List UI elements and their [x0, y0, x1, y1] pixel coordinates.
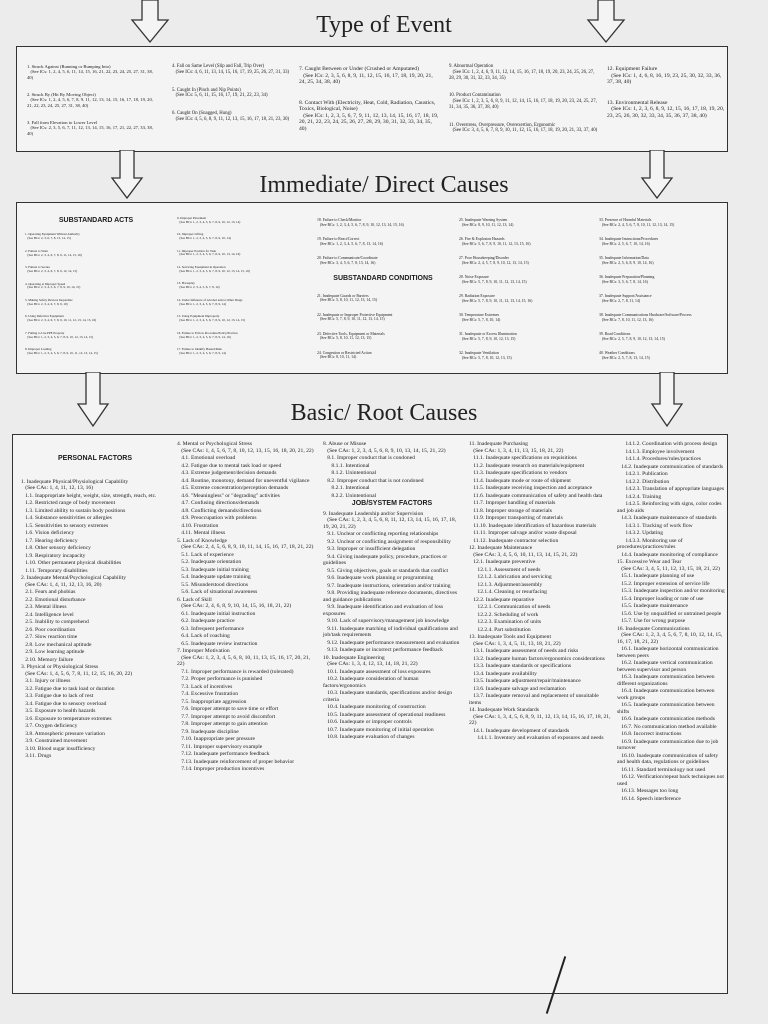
cause-item: 12. Servicing Equipment in Operation (See BCs: 1, 2, 3, 4, 5, 6, 7, 8, 9, 10, 12, 13, 14, 15, 16): [177, 265, 250, 273]
cause-item: 14.1. Inadequate development of standards: [469, 727, 570, 734]
cause-item: 4.2. Fatigue due to mental task load or speed: [177, 462, 282, 469]
cause-item: 14.2.2. Distribution: [617, 478, 670, 485]
cause-item: 1.7. Hearing deficiency: [21, 537, 78, 544]
cause-item: 13.7. Inadequate removal and replacement of unsuitable items: [469, 693, 601, 706]
cause-item: 7.2. Proper performance is punished: [177, 676, 263, 682]
cause-item: 12.2.1. Communication of needs: [469, 604, 551, 610]
cause-item: 6.2. Inadequate practice: [177, 618, 235, 624]
cause-item: 2.9. Low learning aptitude: [21, 649, 85, 655]
cause-item: 15. Using Equipment Improperly (See BCs: 1, 2, 3, 4, 5, 6, 7, 8, 9, 10, 12, 13, 14, 15): [177, 314, 246, 323]
cause-item: 9.9. Inadequate identification and evaluation of loss exposures: [323, 604, 445, 617]
cause-item: 16.13. Messages too long: [617, 788, 679, 794]
cause-item: 9.7. Inadequate instructions, orientation and/or training: [323, 582, 451, 589]
event-item: 6. Caught On (Snagged, Hung) (See ICs: 4, 5, 6, 8, 9, 11, 12, 13, 15, 16, 17, 18, 21, 23, 30): [172, 111, 290, 122]
cause-item: 3.5. Exposure to health hazards: [21, 708, 96, 714]
cause-item: 7.5. Inappropriate aggression: [177, 698, 247, 705]
cause-item: 10.1. Inadequate assessment of loss exposures: [323, 668, 431, 675]
cause-item: 3.1. Injury or illness: [21, 678, 71, 684]
cause-item: 11. Inadequate Purchasing (See CAs: 1, 3, 4, 11, 13, 15, 18, 21, 22): [469, 441, 564, 454]
cause-item: 14.2. Inadequate communication of standards: [617, 463, 724, 470]
cause-item: 24. Congestion or Restricted Action (See BCs: 8, 10, 11, 14): [317, 350, 372, 360]
cause-item: 12.2. Inadequate reparative: [469, 596, 535, 603]
cause-item: 10.6. Inadequate or improper controls: [323, 719, 412, 725]
cause-item: 13.2. Inadequate human factors/ergonomics considerations: [469, 655, 605, 662]
cause-item: 14.4. Inadequate monitoring of compliance: [617, 551, 718, 558]
cause-item: 16.5. Inadequate communication between shifts: [617, 702, 716, 715]
cause-item: 2.4. Intelligence level: [21, 611, 74, 618]
cause-item: 7.8. Improper attempt to gain attention: [177, 721, 268, 727]
cause-item: 3.10. Blood sugar insufficiency: [21, 745, 96, 752]
cause-item: 4. Mental or Psychological Stress (See CAs: 1, 4, 5, 6, 7, 8, 10, 12, 13, 15, 16, 18, 20, 21, 22): [177, 441, 314, 454]
cause-item: 4.11. Mental illness: [177, 530, 226, 536]
event-item: 1. Struck Against (Running or Bumping Into) (See ICs: 1, 2, 4, 5, 6, 11, 14, 15, 16, 21, 22, 23, 24, 25, 27, 31, 38, 40): [27, 63, 153, 80]
personal-factors-header: PERSONAL FACTORS: [57, 455, 133, 462]
basic-column-2: [177, 441, 315, 774]
cause-item: 29. Radiation Exposure (See BCs: 5, 7, 8, 9, 10, 11, 12, 13, 14, 15, 16): [459, 294, 533, 303]
event-item: 10. Product Contamination (See ICs: 1, 2, 3, 5, 6, 8, 9, 11, 12, 14, 15, 16, 17, 18, 19, 20, 23, 24, 25, 27, 31, 34, 35, 36, 37, 38, 40): [449, 93, 597, 110]
cause-item: 16.7. No communication method available: [617, 723, 717, 730]
cause-item: 11.11. Improper salvage and/or waste disposal: [469, 530, 577, 536]
basic-column-3: [323, 441, 461, 742]
cause-item: 5. Making Safety Devices Inoperable (See BCs: 2, 3, 4, 6, 7, 8, 9, 10): [25, 298, 73, 306]
cause-item: 7.9. Inadequate discipline: [177, 728, 239, 735]
cause-item: 7.3. Lack of incentives: [177, 683, 233, 690]
cause-item: 12.1.1. Assessment of needs: [469, 566, 541, 573]
cause-item: 11.8. Improper storage of materials: [469, 507, 552, 514]
cause-item: 3. Failure to Secure (See BCs: 2, 3, 4, 6, 7, 8, 9, 12, 14, 15): [25, 265, 78, 274]
cause-item: 15.1. Inadequate planning of use: [617, 573, 695, 579]
cause-item: 11.5. Inadequate receiving inspection and acceptance: [469, 485, 593, 491]
cause-item: 2.6. Poor coordination: [21, 626, 76, 633]
cause-item: 5.5. Misunderstood directions: [177, 581, 249, 588]
cause-item: 11.3. Inadequate specifications to vendors: [469, 470, 568, 476]
cause-item: 6.4. Lack of coaching: [177, 633, 230, 639]
cause-item: 2.3. Mental illness: [21, 604, 67, 610]
cause-item: 14. Inadequate Work Standards (See CAs: 1, 3, 4, 5, 6, 8, 9, 11, 12, 13, 14, 15, 16, 17, 18, 21, 22): [469, 707, 611, 726]
cause-item: 33. Presence of Harmful Materials (See BCs: 2, 4, 5, 6, 7, 8, 10, 11, 12, 13, 14, 15): [599, 218, 675, 227]
cause-item: 16.12. Verification/repeat back techniques not used: [617, 774, 726, 787]
cause-item: 20. Failure to Communicate/Coordinate (See BCs: 3, 4, 5, 6, 7, 8, 13, 14, 16): [317, 256, 378, 265]
cause-item: 10.5. Inadequate assessment of operational readiness: [323, 711, 446, 718]
cause-item: 14.3. Inadequate maintenance of standards: [617, 515, 717, 521]
cause-item: 3. Physical or Physiological Stress (See CAs: 1, 4, 5, 6, 7, 8, 11, 12, 15, 16, 20, 22): [21, 664, 133, 677]
cause-item: 1.10. Other permanent physical disabilities: [21, 560, 122, 566]
cause-item: 8.1.2. Unintentional: [323, 470, 377, 476]
cause-item: 1.9. Respiratory incapacity: [21, 552, 86, 559]
event-column-5: [607, 53, 725, 133]
cause-item: 8. Improper Loading (See BCs: 1, 2, 3, 4, 5, 6, 7, 8, 9, 10, 11, 12, 13, 14, 15): [25, 347, 98, 356]
cause-item: 12.2.3. Examination of units: [469, 619, 542, 625]
cause-item: 21. Inadequate Guards or Barriers (See BCs: 5, 8, 10, 11, 12, 13, 14, 15): [317, 293, 378, 303]
immediate-column-3: [317, 209, 449, 370]
basic-root-causes-banner: [12, 434, 728, 994]
cause-item: 7.4. Excessive frustration: [177, 691, 239, 697]
cause-item: 1.2. Restricted range of body movement: [21, 500, 116, 506]
cause-item: 8. Abuse or Misuse (See CAs: 1, 2, 3, 4, 5, 6, 8, 9, 10, 13, 14, 15, 21, 22): [323, 441, 446, 454]
basic-column-1: [21, 441, 169, 761]
cause-item: 9. Improper Placement (See BCs: 1, 2, 3, 4, 5, 6, 7, 8, 9, 10, 12, 13, 14): [177, 215, 241, 224]
cause-item: 3.6. Exposure to temperature extremes: [21, 715, 112, 722]
cause-item: 2. Inadequate Mental/Psychological Capability (See CAs: 1, 4, 11, 12, 13, 16, 20): [21, 575, 127, 588]
cause-item: 5.3. Inadequate initial training: [177, 566, 249, 573]
substandard-acts-header: SUBSTANDARD ACTS: [58, 216, 134, 224]
cause-item: 1.6. Vision deficiency: [21, 530, 75, 536]
cause-item: 32. Inadequate Ventilation (See BCs: 5, 7, 8, 10, 12, 13, 15): [459, 351, 512, 360]
type-of-event-title: Type of Event: [316, 12, 452, 38]
cause-item: 10.3. Inadequate standards, specifications and/or design criteria: [323, 690, 454, 703]
cause-item: 7.6. Improper attempt to save time or effort: [177, 706, 279, 712]
cause-item: 11.12. Inadequate contractor selection: [469, 537, 559, 544]
cause-item: 15.4. Improper loading or rate of use: [617, 595, 704, 602]
cause-item: 11.1. Inadequate specifications on requisitions: [469, 455, 577, 461]
cause-item: 8.2.1. Intentional: [323, 485, 370, 491]
cause-item: 13.3. Inadequate standards or specifications: [469, 663, 572, 669]
cause-item: 11.10. Inadequate identification of hazardous materials: [469, 522, 597, 529]
cause-item: 14.2.4. Training: [617, 493, 662, 500]
cause-item: 8.1. Improper conduct that is condoned: [323, 455, 415, 461]
cause-item: 39. Road Conditions (See BCs: 2, 5, 7, 8, 9, 10, 12, 13, 14, 15): [599, 332, 665, 341]
cause-item: 13. Inadequate Tools and Equipment (See CAs: 1, 3, 4, 5, 11, 13, 18, 21, 22): [469, 634, 561, 647]
cause-item: 13. Horseplay (See BCs: 2, 3, 4, 5, 6, 7, 8, 14): [177, 281, 220, 290]
cause-item: 6.3. Infrequent performance: [177, 625, 244, 632]
cause-item: 16.4. Inadequate communication between work groups: [617, 688, 716, 701]
cause-item: 37. Inadequate Support/Assistance (See BCs: 2, 7, 8, 11, 14): [599, 294, 652, 303]
basic-root-causes-title: Basic/ Root Causes: [290, 400, 478, 426]
cause-item: 3.3. Fatigue due to lack of rest: [21, 693, 94, 699]
cause-item: 9.5. Giving objectives, goals or standards that conflict: [323, 567, 449, 574]
cause-item: 16.1. Inadequate horizontal communication between peers: [617, 646, 721, 659]
cause-item: 14.3.1. Tracking of work flow: [617, 522, 693, 529]
event-item: 9. Abnormal Operation (See ICs: 1, 2, 4, 6, 9, 11, 12, 14, 15, 16, 17, 18, 19, 20, 23, 24, 25, 26, 27, 28, 29, 30, 31, 32, 33, 34, 35): [449, 64, 595, 81]
cause-item: 25. Inadequate Warning System (See BCs: 8, 9, 10, 11, 12, 13, 14): [459, 218, 514, 227]
cause-item: 2.7. Slow reaction time: [21, 634, 78, 640]
cause-item: 1.8. Other sensory deficiency: [21, 545, 91, 551]
cause-item: 5.6. Lack of situational awareness: [177, 589, 258, 595]
cause-item: 7.14. Improper production incentives: [177, 766, 265, 772]
cause-item: 14.1.4. Procedures/rules/practices: [617, 456, 701, 462]
cause-item: 15.2. Improper extension of service life: [617, 580, 710, 587]
cause-item: 4.8. Conflicting demands/directions: [177, 507, 262, 514]
cause-item: 9.8. Providing inadequate reference documents, directives and guidance publications: [323, 590, 459, 603]
cause-item: 16.9. Inadequate communication due to job turnover: [617, 738, 720, 751]
cause-item: 15.6. Use by unqualified or untrained people: [617, 610, 722, 617]
cause-item: 14.2.3. Translation of appropriate languages: [617, 486, 725, 492]
cause-item: 2.2. Emotional disturbance: [21, 596, 86, 603]
cause-item: 14.2.1. Publication: [617, 471, 668, 477]
cause-item: 2.10. Memory failure: [21, 656, 74, 663]
cause-item: 2. Failure to Warn (See BCs: 2, 3, 4, 6, 7, 8, 9, 11, 14, 15, 16): [25, 248, 82, 257]
cause-item: 10. Improper Lifting (See BCs: 1, 2, 3, 4, 5, 6, 7, 8, 9, 10, 14): [177, 232, 231, 241]
cause-item: 12. Inadequate Maintenance (See CAs: 3, 4, 5, 6, 10, 11, 13, 14, 15, 21, 22): [469, 545, 578, 558]
immediate-column-1: [25, 209, 167, 365]
cause-item: 16.8. Incorrect instructions: [617, 731, 682, 737]
cause-item: 7.13. Inadequate reinforcement of proper behavior: [177, 758, 295, 765]
cause-item: 7.7. Improper attempt to avoid discomfort: [177, 713, 276, 720]
cause-item: 16.3. Inadequate communication between different organizations: [617, 674, 716, 687]
cause-item: 36. Inadequate Preparation/Planning (See BCs: 3, 5, 6, 7, 8, 14, 16): [599, 275, 655, 284]
substandard-conditions-header: SUBSTANDARD CONDITIONS: [333, 275, 433, 283]
cause-item: 2.1. Fears and phobias: [21, 589, 76, 595]
cause-item: 6.5. Inadequate review instruction: [177, 640, 258, 647]
cause-item: 22. Inadequate or Improper Protective Equipment (See BCs: 5, 7, 8, 9, 10, 11, 12, 13, 14, 15): [317, 312, 393, 322]
cause-item: 3.11. Drugs: [21, 753, 52, 759]
cause-item: 28. Noise Exposure (See BCs: 5, 7, 8, 9, 10, 11, 12, 13, 14, 15): [459, 275, 527, 284]
cause-item: 12.2.2. Scheduling of work: [469, 611, 539, 618]
cause-item: 4.1. Emotional overload: [177, 455, 236, 461]
cause-item: 7.1. Improper performance is rewarded (tolerated): [177, 668, 294, 675]
cause-item: 4.3. Extreme judgement/decision demands: [177, 470, 277, 476]
cause-item: 13.5. Inadequate adjustment/repair/maintenance: [469, 678, 581, 684]
cause-item: 4.9. Preoccupation with problems: [177, 515, 257, 521]
cause-item: 11. Improper Position for Task (See BCs: 1, 2, 3, 4, 5, 6, 7, 8, 9, 10, 13, 14, 16): [177, 248, 241, 257]
cause-item: 14.1.3. Employee involvement: [617, 448, 695, 455]
cause-item: 12.1. Inadequate preventive: [469, 559, 536, 565]
cause-item: 11.7. Improper handling of materials: [469, 500, 556, 506]
cause-item: 8.2.2. Unintentional: [323, 492, 377, 499]
cause-item: 10.8. Inadequate evaluation of changes: [323, 734, 415, 740]
cause-item: 3.9. Constrained movement: [21, 738, 88, 744]
immediate-column-5: [599, 209, 723, 371]
cause-item: 14.2.5. Reinforcing with signs, color codes and job aids: [617, 501, 723, 514]
cause-item: 31. Inadequate or Excess Illumination (See BCs: 5, 7, 8, 9, 10, 12, 13, 15): [459, 332, 517, 341]
cause-item: 3.8. Atmospheric pressure variation: [21, 730, 105, 737]
cause-item: 16. Failure to Follow Procedure/Policy/Practice (See BCs: 1, 2, 3, 4, 5, 6, 7, 8, 9, 14, 16): [177, 330, 238, 339]
cause-item: 13.6. Inadequate salvage and reclamation: [469, 685, 566, 692]
cause-item: 14.1.1. Inventory and evaluation of exposures and needs: [469, 735, 604, 741]
event-item: 3. Fall from Elevation to Lower Level (See ICs: 2, 3, 5, 6, 7, 11, 12, 13, 14, 15, 16, 17, 21, 22, 27, 33, 38, 40): [27, 119, 153, 136]
cause-item: 11.4. Inadequate mode or route of shipment: [469, 477, 571, 484]
cause-item: 3.7. Oxygen deficiency: [21, 723, 78, 729]
cause-item: 1.3. Limited ability to sustain body positions: [21, 507, 126, 514]
cause-item: 4.10. Frustration: [177, 522, 219, 529]
job-system-factors-header: JOB/SYSTEM FACTORS: [351, 500, 433, 507]
cause-item: 12.1.2. Lubrication and servicing: [469, 574, 552, 580]
cause-item: 12.1.3. Adjustment/assembly: [469, 581, 543, 588]
cause-item: 13.4. Inadequate availability: [469, 670, 537, 677]
cause-item: 4.6. "Meaningless" or "degrading" activities: [177, 492, 280, 499]
event-item: 12. Equipment Failure (See ICs: 1, 4, 6, 8, 16, 19, 23, 25, 30, 32, 33, 36, 37, 38, 40): [607, 66, 722, 85]
cause-item: 14.1.2. Coordination with process design: [617, 441, 718, 447]
cause-item: 19. Failure to React/Correct (See BCs: 1, 2, 3, 4, 5, 6, 7, 8, 13, 14, 16): [317, 237, 383, 246]
cause-item: 9.10. Lack of supervisory/management job knowledge: [323, 618, 450, 624]
cause-item: 15.7. Use for wrong purpose: [617, 618, 686, 624]
cause-item: 16.14. Speech interference: [617, 795, 681, 802]
cause-item: 9.12. Inadequate performance measurement and evaluation: [323, 639, 460, 646]
cause-item: 9. Inadequate Leadership and/or Supervision (See CAs: 1, 2, 3, 4, 5, 6, 8, 11, 12, 13, 14, 15, 16, 17, 18, 19, 20, 21, 22): [323, 510, 457, 530]
cause-item: 6. Using Defective Equipment (See BCs: 2, 3, 4, 6, 7, 8, 9, 10, 11, 12, 13, 14, 15, 16): [25, 314, 97, 323]
event-column-3: [299, 53, 439, 146]
cause-item: 9.4. Giving inadequate policy, procedure, practices or guidelines: [323, 553, 449, 566]
cause-item: 7. Failing to Use PPE Properly (See BCs: 1, 2, 3, 4, 5, 6, 7, 8, 9, 10, 12, 13, 14, 15): [25, 330, 94, 339]
cause-item: 8.2. Improper conduct that is not condoned: [323, 477, 424, 484]
cause-item: 1.11. Temporary disabilities: [21, 567, 88, 574]
type-of-event-banner: [16, 46, 728, 152]
cause-item: 1.1. Inappropriate height, weight, size, strength, reach, etc.: [21, 492, 157, 499]
cause-item: 11.6. Inadequate communication of safety and health data: [469, 492, 603, 499]
cause-item: 3.2. Fatigue due to task load or duration: [21, 685, 115, 692]
cause-item: 12.1.4. Cleaning or resurfacing: [469, 589, 547, 595]
cause-item: 30. Temperature Extremes (See BCs: 5, 7, 8, 10, 14): [459, 313, 501, 322]
cause-item: 10.2. Inadequate consideration of human factors/ergonomics: [323, 676, 420, 689]
cause-item: 16.11. Standard terminology not used: [617, 766, 706, 773]
cause-item: 4. Operating at Improper Speed (See BCs: 2, 3, 4, 5, 6, 7, 8, 9, 10, 14, 15): [25, 281, 81, 290]
cause-item: 9.6. Inadequate work planning or programming: [323, 575, 434, 581]
event-item: 4. Fall on Same Level (Slip and Fall, Trip Over) (See ICs: 4, 6, 11, 13, 14, 15, 16, 17, 19, 25, 26, 27, 31, 33): [172, 64, 290, 75]
immediate-causes-title: Immediate/ Direct Causes: [259, 172, 509, 198]
cause-item: 11.9. Improper transporting of materials: [469, 515, 563, 521]
cause-item: 34. Inadequate Instructions/Procedures (See BCs: 2, 5, 6, 7, 10, 14, 16): [599, 237, 659, 246]
cause-item: 10.4. Inadequate monitoring of construction: [323, 704, 426, 710]
cause-item: 5. Lack of Knowledge (See CAs: 2, 4, 5, 6, 8, 9, 10, 11, 14, 15, 16, 17, 18, 21, 22): [177, 537, 314, 550]
cause-item: 16.2. Inadequate vertical communication between supervisor and person: [617, 660, 715, 673]
cause-item: 14. Under Influence of Alcohol and/or Other Drugs (See BCs: 1, 2, 3, 4, 5, 6, 7, 8, 9, 14): [177, 297, 243, 306]
cause-item: 4.4. Routine, monotony, demand for uneventful vigilance: [177, 477, 310, 484]
cause-item: 7.12. Inadequate performance feedback: [177, 751, 270, 757]
cause-item: 3.4. Fatigue due to sensory overload: [21, 700, 107, 707]
event-item: 13. Environmental Release (See ICs: 1, 2, 3, 6, 8, 9, 12, 15, 16, 17, 18, 19, 20, 23, 25, 26, 30, 32, 33, 34, 35, 36, 37, 38, 40): [607, 99, 725, 119]
cause-item: 5.4. Inadequate update training: [177, 574, 251, 580]
cause-item: 14.3.2. Updating: [617, 530, 663, 536]
cause-item: 15.5. Inadequate maintenance: [617, 603, 688, 609]
cause-item: 16.6. Inadequate communication methods: [617, 716, 715, 722]
cause-item: 6. Lack of Skill (See CAs: 2, 4, 6, 8, 9, 10, 14, 15, 16, 18, 21, 22): [177, 596, 292, 609]
cause-item: 5.2. Inadequate orientation: [177, 559, 242, 565]
basic-column-5: [617, 441, 725, 803]
event-item: 2. Struck By (Hit By Moving Object) (See ICs: 1, 2, 4, 5, 6, 7, 8, 9, 11, 12, 13, 14, 15, 16, 17, 18, 19, 20, 21, 22, 23, 24, 25, 27, 31, 38, 40): [27, 91, 153, 108]
cause-item: 15. Excessive Wear and Tear (See CAs: 3, 4, 5, 11, 12, 13, 15, 18, 21, 22): [617, 559, 720, 572]
cause-item: 18. Failure to Check/Monitor (See BCs: 1, 2, 3, 4, 5, 6, 7, 8, 9, 10, 12, 13, 14, 15, 16): [317, 218, 404, 227]
cause-item: 10.7. Inadequate monitoring of initial operation: [323, 726, 434, 733]
cause-item: 17. Failure to Identify Hazard/Risk (See BCs: 1, 2, 3, 4, 5, 6, 7, 8, 9, 14): [177, 347, 226, 356]
cause-item: 12.2.4. Part substitution: [469, 626, 531, 633]
cause-item: 16. Inadequate Communications (See CAs: 1, 2, 3, 4, 5, 6, 7, 8, 10, 12, 14, 15, 16, 17, 18, 21, 22): [617, 625, 723, 645]
cause-item: 9.2. Unclear or conflicting assignment of responsibility: [323, 538, 451, 545]
cause-item: 1. Operating Equipment Without Authority (See BCs: 2, 3, 6, 7, 8, 13, 14, 15): [25, 232, 80, 241]
cause-item: 15.3. Inadequate inspection and/or monitoring: [617, 588, 725, 594]
cause-item: 2.5. Inability to comprehend: [21, 619, 89, 625]
cause-item: 9.1. Unclear or conflicting reporting relationships: [323, 531, 439, 537]
cause-item: 23. Defective Tools, Equipment or Materials (See BCs: 5, 8, 10, 11, 12, 13, 15): [317, 331, 385, 341]
event-column-4: [449, 53, 599, 146]
cause-item: 8.1.1. Intentional: [323, 462, 370, 469]
cause-item: 6.1. Inadequate initial instruction: [177, 610, 256, 617]
event-item: 7. Caught Between or Under (Crushed or Amputated) (See ICs: 2, 3, 5, 6, 8, 9, 11, 12, 15, 16, 17, 18, 19, 20, 21, 24, 25, 34, 38, 40): [299, 66, 433, 85]
cause-item: 14.3.3. Monitoring use of procedures/practices/rules: [617, 537, 684, 550]
cause-item: 40. Weather Conditions (See BCs: 2, 5, 7, 8, 13, 14, 15): [599, 351, 650, 360]
cause-item: 11.2. Inadequate research on materials/equipment: [469, 462, 585, 469]
cause-item: 35. Inadequate Information/Data (See BCs: 2, 5, 6, 8, 9, 10, 14, 16): [599, 256, 654, 265]
event-item: 8. Contact With (Electricity, Heat, Cold, Radiation, Caustics, Toxics, Biological, Noise) (See ICs: 1, 2, 3, 5, 6, 7, 9, 11, 12, 13, 14, 15, 16, 17, 18, 19, 20, 21, 22, 23, 24, 25, 26, 27, 28, 29, 30, 31, 32, 33, 34, 35, 40): [299, 99, 439, 132]
event-column-2: [172, 53, 290, 135]
cause-item: 1.4. Substance sensitivities or allergies: [21, 515, 112, 521]
cause-item: 1. Inadequate Physical/Physiological Capability (See CAs: 1, 4, 11, 12, 13, 16): [21, 478, 129, 491]
basic-column-4: [469, 441, 611, 743]
cause-item: 1.5. Sensitivities to sensory extremes: [21, 522, 109, 529]
cause-item: 27. Poor Housekeeping/Disorder (See BCs: 2, 4, 5, 7, 8, 9, 10, 12, 13, 14, 15): [459, 256, 529, 265]
cause-item: 7.11. Improper supervisory example: [177, 743, 263, 750]
cause-item: 9.3. Improper or insufficient delegation: [323, 546, 416, 552]
cause-item: 7.10. Inappropriate peer pressure: [177, 736, 255, 742]
cause-item: 38. Inadequate Communications Hardware/Software/Process (See BCs: 7, 8, 10, 11, 12, 13, 16): [599, 313, 692, 322]
event-item: 5. Caught In (Pinch and Nip Points) (See ICs: 5, 6, 11, 15, 16, 17, 19, 21, 22, 23, 34): [172, 87, 268, 99]
cause-item: 9.13. Inadequate or incorrect performance feedback: [323, 647, 443, 653]
cause-item: 4.5. Extreme concentration/perception demands: [177, 485, 289, 491]
event-column-1: [27, 53, 157, 148]
cause-item: 9.11. Inadequate matching of individual qualifications and job/task requirements: [323, 625, 460, 638]
cause-item: 7. Improper Motivation (See CAs: 1, 2, 3, 4, 5, 6, 8, 10, 11, 13, 15, 16, 17, 20, 21, 22): [177, 648, 311, 667]
cause-item: 10. Inadequate Engineering (See CAs: 1, 3, 4, 12, 13, 14, 18, 21, 22): [323, 654, 418, 667]
immediate-column-4: [459, 209, 591, 371]
cause-item: 5.1. Lack of experience: [177, 551, 234, 558]
cause-item: 4.7. Confusing directions/demands: [177, 500, 260, 506]
cause-item: 2.8. Low mechanical aptitude: [21, 641, 92, 648]
immediate-causes-banner: [16, 202, 728, 374]
cause-item: 16.10. Inadequate communication of safety and health data, regulations or guidelines: [617, 752, 720, 765]
cause-item: 13.1. Inadequate assessment of needs and risks: [469, 648, 579, 654]
immediate-column-2: [177, 209, 309, 365]
cause-item: 26. Fire & Explosion Hazards (See BCs: 5, 6, 7, 8, 9, 10, 11, 12, 13, 15, 16): [459, 237, 531, 246]
event-item: 11. Overstress, Overpressure, Overexertion, Ergonomic (See ICs: 3, 4, 5, 6, 7, 8, 9, 10, 11, 12, 15, 16, 17, 18, 19, 20, 21, 33, 37, 40): [449, 122, 598, 134]
